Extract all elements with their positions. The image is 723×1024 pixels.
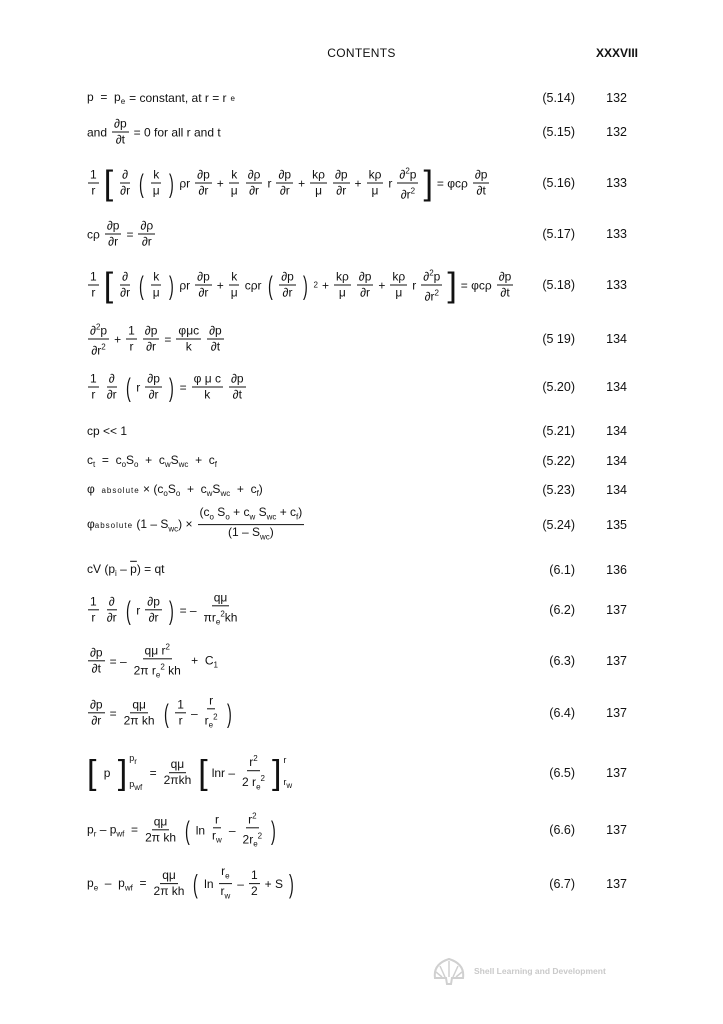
page-ref: 133	[606, 176, 627, 190]
equation-formula: $p = p_e$ = constant, at r = r e	[87, 89, 235, 107]
equation-row	[87, 424, 639, 438]
page-ref: 134	[606, 454, 627, 468]
equation-formula: and $\frac{\partial p}{\partial t}$ = 0 for all r and t	[87, 116, 221, 147]
page-ref: 134	[606, 424, 627, 438]
equation-row	[87, 481, 639, 499]
page-ref: 134	[606, 380, 627, 394]
footer-brand: Shell Learning and Development	[474, 966, 606, 976]
equation-formula: φ absolute × $(c_oS_o + c_wS_{wc} + c_f)$	[87, 481, 263, 499]
equation-formula: cρ $\frac{\partial p}{\partial r}$ = $\frac{\partial\rho}{\partial r}$	[87, 218, 154, 249]
equation-formula: $p_e - p_{wf}$ = $\frac{q\mu}{\text{2π kh}}$ ( ln $\frac{r_e}{r_w}$ – $\frac{1}{2}$ + S )	[87, 864, 294, 901]
equation-row	[87, 164, 639, 202]
equation-row	[87, 218, 639, 249]
equation-number: (6.4)	[549, 706, 575, 720]
equation-row	[87, 590, 639, 627]
page-ref: 134	[606, 332, 627, 346]
equation-formula: $\frac{\partial p}{\partial r}$ = $\frac{q\mu}{\text{2π kh}}$ ( $\frac{1}{r}$ – $\frac{r}{r_e^2}$ )	[90, 693, 232, 730]
equation-formula: $\frac{\partial p}{\partial t}$ = – $\frac{q\mu r^2}{2\pi r_e^2 kh}$ + $C_1$	[90, 642, 218, 680]
equation-formula: $\frac{1}{r}$ [ $\frac{\partial}{\partial r}$ ( $\frac{k}{\mu}$ ) ρr $\frac{\partial p}{\partial r}$ + $\frac{k}{\mu}$ cρr ( $\frac{\partial p}{\partial r}$ ) 2 + $\frac{k\rho}{\mu}$ $\frac{\partial p}{\partial r}$ + $\frac{k\rho}{\mu}$ r $\frac{\partial^2p}{\partial r^2}$ ] = φcρ $\frac{\partial p}{\partial t}$	[90, 266, 512, 304]
footer	[432, 956, 606, 986]
equation-row	[87, 371, 639, 402]
page-ref: 133	[606, 278, 627, 292]
equation-row	[87, 89, 639, 107]
equation-formula: $\frac{1}{r}$ $\frac{\partial}{\partial r}$ ( r $\frac{\partial p}{\partial r}$ ) = $\frac{\text{φ μ c}}{k}$ $\frac{\partial p}{\partial t}$	[90, 371, 244, 402]
equation-row	[87, 452, 639, 470]
equation-row	[87, 266, 639, 304]
equation-formula: [ p ] $p_r$ $p_{wf}$ = $\frac{q\mu}{\text{2πkh}}$ [ lnr – $\frac{r^2}{2 r_e^2}$ ] r $r_w$	[87, 753, 293, 792]
equation-number: (6.2)	[549, 603, 575, 617]
page-ref: 137	[606, 823, 627, 837]
page-ref: 136	[606, 563, 627, 577]
equation-number: (5 19)	[542, 332, 575, 346]
equation-formula: $c_t = c_oS_o + c_wS_{wc} + c_f$	[87, 452, 217, 470]
equation-number: (5.15)	[542, 125, 575, 139]
equation-row	[87, 642, 639, 680]
page-ref: 133	[606, 227, 627, 241]
equation-number: (5.24)	[542, 518, 575, 532]
equation-row	[87, 753, 639, 792]
equation-number: (5.14)	[542, 91, 575, 105]
equation-number: (6.7)	[549, 877, 575, 891]
page-number: XXXVIII	[595, 46, 638, 60]
equation-row	[87, 864, 639, 901]
equation-number: (5.17)	[542, 227, 575, 241]
page-ref: 137	[606, 877, 627, 891]
equation-number: (5.18)	[542, 278, 575, 292]
page-ref: 134	[606, 483, 627, 497]
equation-row	[87, 505, 639, 542]
page-ref: 137	[606, 603, 627, 617]
equation-formula: φabsolute $(1 - S_{wc})$ × $\frac{(c_o S_o + c_w S_{wc} + c_f)}{(1 - S_{wc})}$	[87, 505, 303, 542]
page-ref: 137	[606, 706, 627, 720]
equation-number: (6.1)	[549, 563, 575, 577]
equation-row	[87, 322, 639, 358]
equation-formula: $\frac{1}{r}$ [ $\frac{\partial}{\partial r}$ ( $\frac{k}{\mu}$ ) ρr $\frac{\partial p}{\partial r}$ + $\frac{k}{\mu}$ $\frac{\partial\rho}{\partial r}$ r $\frac{\partial p}{\partial r}$ + $\frac{k\rho}{\mu}$ $\frac{\partial p}{\partial r}$ + $\frac{k\rho}{\mu}$ r $\frac{\partial^2p}{\partial r^2}$ ] = φcρ $\frac{\partial p}{\partial t}$	[90, 164, 488, 202]
page-ref: 137	[606, 654, 627, 668]
equation-number: (6.5)	[549, 766, 575, 780]
shell-logo-icon	[432, 956, 466, 986]
equation-number: (5.22)	[542, 454, 575, 468]
equation-row	[87, 116, 639, 147]
page-ref: 135	[606, 518, 627, 532]
equation-row	[87, 811, 639, 849]
equation-number: (6.3)	[549, 654, 575, 668]
page-ref: 132	[606, 125, 627, 139]
equation-formula: $p_r - p_{wf}$ = $\frac{q\mu}{\text{2π kh}}$ ( ln $\frac{r}{r_w}$ – $\frac{r^2}{2r_e^2}$ )	[87, 811, 276, 849]
equation-formula: $\frac{\partial^2p}{\partial r^2}$ + $\frac{1}{r}$ $\frac{\partial p}{\partial r}$ = $\frac{\text{φμc}}{k}$ $\frac{\partial p}{\partial t}$	[90, 322, 222, 358]
equation-row	[87, 693, 639, 730]
equation-row	[87, 561, 639, 579]
equation-number: (5.16)	[542, 176, 575, 190]
equation-formula: cV $(p_i - \overline{p})$ = qt	[87, 561, 165, 579]
equation-number: (5.21)	[542, 424, 575, 438]
equation-number: (6.6)	[549, 823, 575, 837]
page-ref: 132	[606, 91, 627, 105]
page-ref: 137	[606, 766, 627, 780]
equation-formula: $\frac{1}{r}$ $\frac{\partial}{\partial r}$ ( r $\frac{\partial p}{\partial r}$ ) = – $\frac{q\mu}{\pi r_e^2kh}$	[90, 590, 238, 627]
page-title: CONTENTS	[327, 46, 396, 60]
equation-formula: cp << 1	[87, 424, 128, 438]
equation-number: (5.20)	[542, 380, 575, 394]
equation-number: (5.23)	[542, 483, 575, 497]
